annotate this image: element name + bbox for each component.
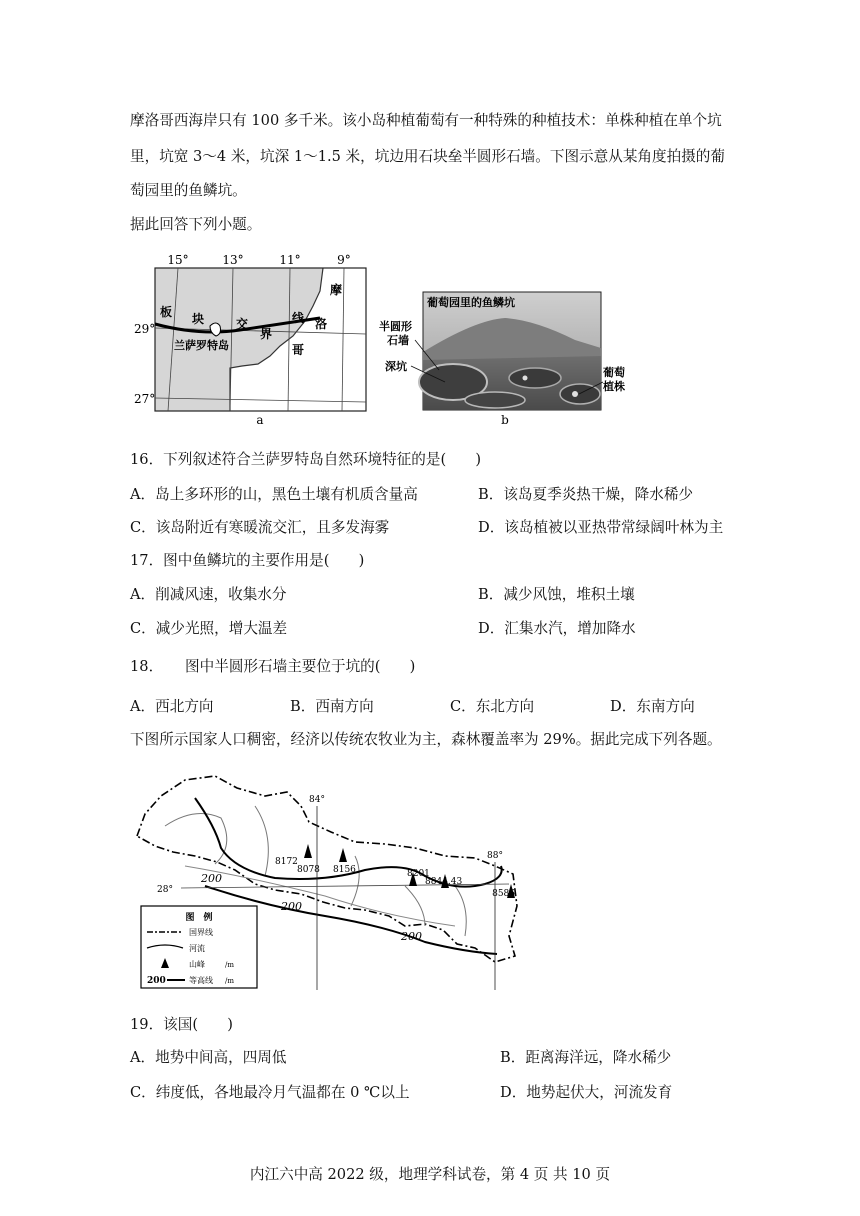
nepal-lat-28: 28° bbox=[157, 885, 173, 895]
country-char-2: 洛 bbox=[315, 317, 328, 331]
label-wall-1: 半圆形 bbox=[379, 320, 412, 333]
question-17-stem: 17．图中鱼鳞坑的主要作用是( ) bbox=[130, 552, 365, 569]
contour-label-1: 200 bbox=[201, 872, 222, 885]
q16-option-d: D．该岛植被以亚热带常绿阔叶林为主 bbox=[478, 519, 724, 536]
q19-option-d: D．地势起伏大，河流发育 bbox=[500, 1084, 673, 1101]
label-pit: 深坑 bbox=[385, 360, 407, 373]
question-18-stem: 18． 图中半圆形石墙主要位于坑的( ) bbox=[130, 658, 416, 675]
country-char-3: 哥 bbox=[292, 343, 305, 357]
peak-8172: 8172 bbox=[275, 857, 298, 867]
label-vine-1: 葡萄 bbox=[603, 366, 625, 379]
q17-option-d: D．汇集水汽，增加降水 bbox=[478, 620, 636, 637]
figure-b-title: 葡萄园里的鱼鳞坑 bbox=[427, 296, 515, 309]
q19-option-c: C．纬度低，各地最冷月气温都在 0 ℃以上 bbox=[130, 1084, 410, 1101]
q17-option-a: A．削减风速，收集水分 bbox=[130, 586, 287, 603]
figure-b-caption: b bbox=[501, 413, 509, 427]
contour-label-3: 200 bbox=[401, 930, 422, 943]
peak-8844: 8844.43 bbox=[425, 877, 463, 887]
legend-contour: 等高线 bbox=[189, 976, 213, 985]
intro-2: 下图所示国家人口稠密，经济以传统农牧业为主，森林覆盖率为 29%。据此完成下列各题。 bbox=[130, 731, 722, 748]
question-19-stem: 19．该国( ) bbox=[130, 1016, 233, 1033]
q16-option-b: B．该岛夏季炎热干燥，降水稀少 bbox=[478, 486, 694, 503]
contour-label-2: 200 bbox=[281, 900, 302, 913]
page-footer: 内江六中高 2022 级，地理学科试卷，第 4 页 共 10 页 bbox=[249, 1166, 611, 1183]
island-label: 兰萨罗特岛 bbox=[174, 339, 229, 352]
q17-option-c: C．减少光照，增大温差 bbox=[130, 620, 288, 637]
legend-peak: 山峰 bbox=[189, 960, 205, 969]
boundary-char-3: 交 bbox=[236, 317, 249, 331]
q16-option-a: A．岛上多环形的山，黑色土壤有机质含量高 bbox=[130, 486, 418, 503]
legend-border: 国界线 bbox=[189, 928, 213, 937]
country-char-1: 摩 bbox=[330, 283, 343, 297]
q18-option-d: D．东南方向 bbox=[610, 698, 695, 715]
question-16-stem: 16．下列叙述符合兰萨罗特岛自然环境特征的是( ) bbox=[130, 451, 482, 468]
figure-b-photo bbox=[375, 290, 625, 430]
intro-line-3: 萄园里的鱼鳞坑。 bbox=[130, 182, 247, 199]
legend-contour-unit: /m bbox=[225, 977, 234, 985]
peak-8078: 8078 bbox=[297, 865, 320, 875]
lat-label-29: 29° bbox=[134, 322, 156, 336]
legend-title: 图 例 bbox=[185, 913, 213, 923]
boundary-char-5: 线 bbox=[292, 311, 305, 325]
q17-option-b: B．减少风蚀，堆积土壤 bbox=[478, 586, 635, 603]
lon-label-15: 15° bbox=[167, 253, 189, 267]
label-vine-2: 植株 bbox=[603, 380, 625, 393]
peak-8201: 8201 bbox=[407, 869, 430, 879]
q18-option-a: A．西北方向 bbox=[130, 698, 214, 715]
label-wall-2: 石墙 bbox=[387, 334, 409, 347]
q19-option-a: A．地势中间高，四周低 bbox=[130, 1049, 287, 1066]
legend-contour-value: 200 bbox=[147, 976, 166, 986]
q18-option-b: B．西南方向 bbox=[290, 698, 374, 715]
boundary-char-4: 界 bbox=[260, 327, 273, 341]
figure-a-caption: a bbox=[256, 413, 264, 426]
intro-line-1: 摩洛哥西海岸只有 100 多千米。该小岛种植葡萄有一种特殊的种植技术：单株种植在单个坑 bbox=[130, 112, 722, 129]
q18-option-c: C．东北方向 bbox=[450, 698, 535, 715]
lon-label-13: 13° bbox=[222, 253, 244, 267]
lon-label-9: 9° bbox=[337, 253, 351, 267]
lat-label-27: 27° bbox=[134, 392, 156, 406]
q16-option-c: C．该岛附近有寒暖流交汇，且多发海雾 bbox=[130, 519, 390, 536]
figure-a-map bbox=[130, 246, 375, 426]
lon-label-11: 11° bbox=[279, 253, 301, 267]
peak-8156: 8156 bbox=[333, 865, 356, 875]
nepal-lon-88: 88° bbox=[487, 851, 503, 861]
legend-river: 河流 bbox=[189, 944, 205, 953]
legend-peak-unit: /m bbox=[225, 961, 234, 969]
boundary-char-1: 板 bbox=[160, 305, 173, 319]
intro-line-2: 里，坑宽 3～4 米，坑深 1～1.5 米，坑边用石块垒半圆形石墙。下图示意从某角度拍摄的葡 bbox=[130, 148, 725, 165]
nepal-lon-84: 84° bbox=[309, 795, 325, 805]
peak-8586: 8586 bbox=[492, 889, 515, 899]
intro-line-4: 据此回答下列小题。 bbox=[130, 216, 262, 233]
figure-nepal-map bbox=[125, 766, 525, 992]
q19-option-b: B．距离海洋远，降水稀少 bbox=[500, 1049, 672, 1066]
boundary-char-2: 块 bbox=[192, 312, 205, 326]
